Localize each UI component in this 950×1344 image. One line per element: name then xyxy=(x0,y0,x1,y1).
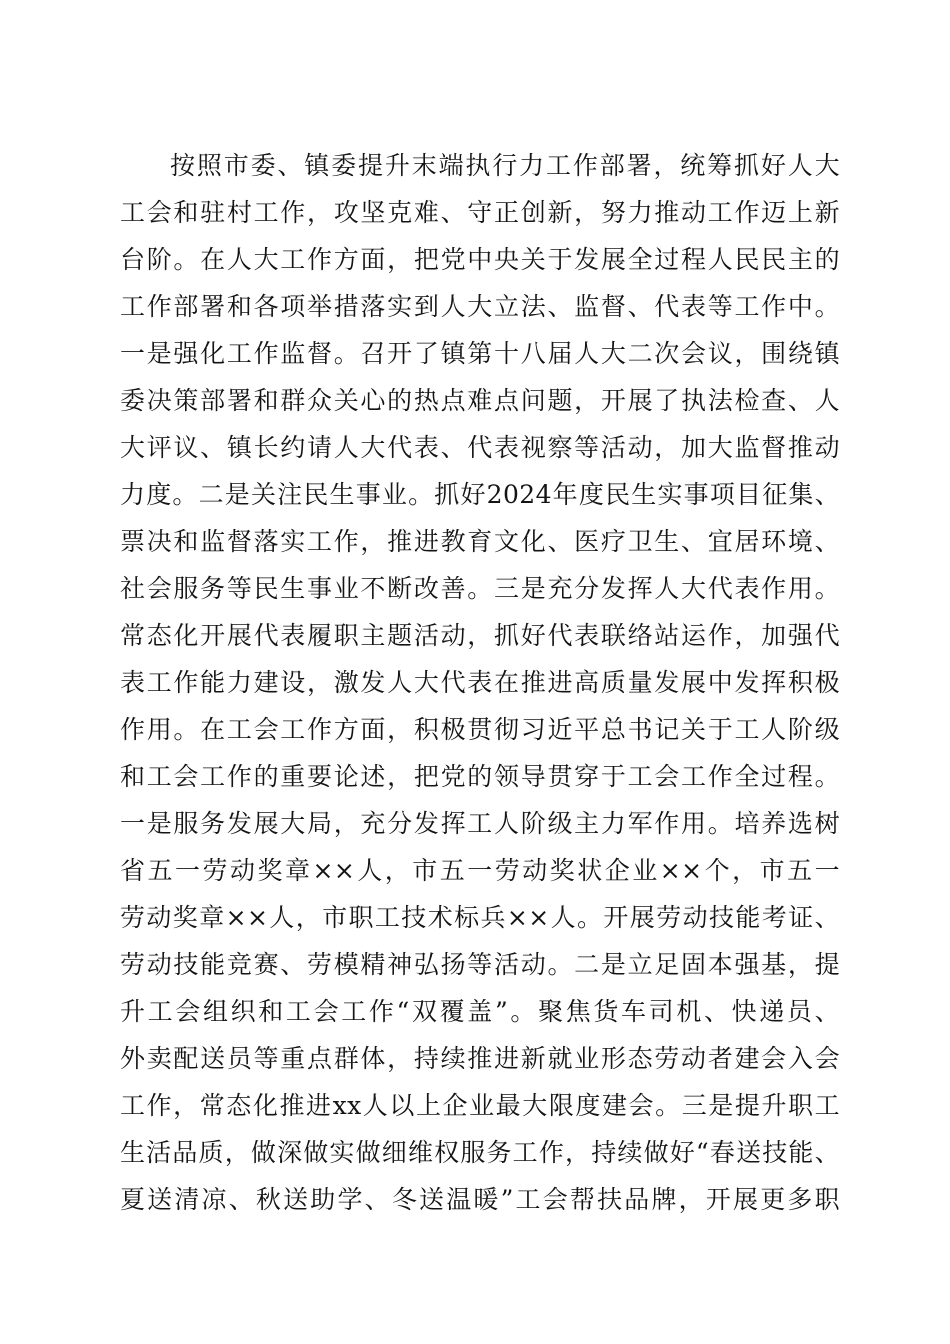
text-line: 表工作能力建设，激发人大代表在推进高质量发展中发挥积极 xyxy=(120,668,840,697)
text-line: 和工会工作的重要论述，把党的领导贯穿于工会工作全过程。 xyxy=(120,762,840,791)
text-line: 票决和监督落实工作，推进教育文化、医疗卫生、宜居环境、 xyxy=(120,527,840,556)
text-line: 按照市委、镇委提升末端执行力工作部署，统筹抓好人大 xyxy=(170,151,840,180)
text-line: 社会服务等民生事业不断改善。三是充分发挥人大代表作用。 xyxy=(120,574,840,603)
text-line: 劳动奖章××人，市职工技术标兵××人。开展劳动技能考证、 xyxy=(120,903,840,932)
text-line: 劳动技能竞赛、劳模精神弘扬等活动。二是立足固本强基，提 xyxy=(120,950,840,979)
text-line: 一是强化工作监督。召开了镇第十八届人大二次会议，围绕镇 xyxy=(120,339,840,368)
text-line: 一是服务发展大局，充分发挥工人阶级主力军作用。培养选树 xyxy=(120,809,840,838)
text-line: 力度。二是关注民生事业。抓好2024年度民生实事项目征集、 xyxy=(120,480,840,509)
text-line: 作用。在工会工作方面，积极贯彻习近平总书记关于工人阶级 xyxy=(120,715,840,744)
text-line: 省五一劳动奖章××人，市五一劳动奖状企业××个，市五一 xyxy=(120,856,840,885)
text-line: 升工会组织和工会工作“双覆盖”。聚焦货车司机、快递员、 xyxy=(120,997,840,1026)
text-line: 工作，常态化推进xx人以上企业最大限度建会。三是提升职工 xyxy=(120,1091,840,1120)
text-line: 生活品质，做深做实做细维权服务工作，持续做好“春送技能、 xyxy=(120,1138,840,1167)
text-line: 委决策部署和群众关心的热点难点问题，开展了执法检查、人 xyxy=(120,386,840,415)
text-line: 工作部署和各项举措落实到人大立法、监督、代表等工作中。 xyxy=(120,292,840,321)
text-line: 常态化开展代表履职主题活动，抓好代表联络站运作，加强代 xyxy=(120,621,840,650)
text-line: 大评议、镇长约请人大代表、代表视察等活动，加大监督推动 xyxy=(120,433,840,462)
text-line: 工会和驻村工作，攻坚克难、守正创新，努力推动工作迈上新 xyxy=(120,198,840,227)
text-line: 外卖配送员等重点群体，持续推进新就业形态劳动者建会入会 xyxy=(120,1044,840,1073)
text-line: 台阶。在人大工作方面，把党中央关于发展全过程人民民主的 xyxy=(120,245,840,274)
text-line: 夏送清凉、秋送助学、冬送温暖”工会帮扶品牌，开展更多职 xyxy=(120,1185,840,1214)
body-paragraph xyxy=(120,142,840,1223)
